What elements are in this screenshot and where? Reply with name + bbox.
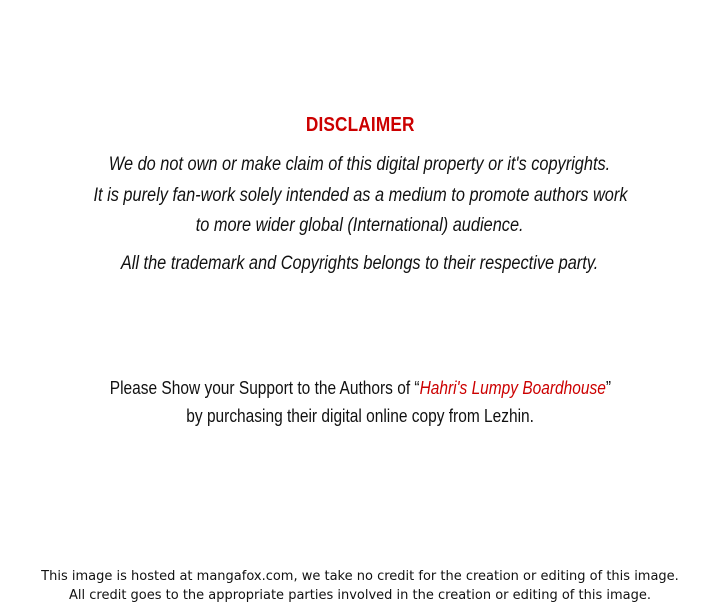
support-line-2 bbox=[0, 404, 720, 428]
disclaimer-heading bbox=[0, 112, 720, 138]
disclaimer-line-3-wrap bbox=[0, 214, 720, 238]
disclaimer-line-2: It is purely fan-work solely intended as a medium to promote authors work bbox=[92, 185, 628, 206]
disclaimer-title: DISCLAIMER bbox=[305, 114, 415, 136]
support-line-1-text bbox=[109, 376, 610, 400]
support-suffix: ” bbox=[605, 378, 611, 398]
disclaimer-line-3: to more wider global (International) audience. bbox=[196, 215, 524, 236]
disclaimer-line-4: All the trademark and Copyrights belongs to their respective party. bbox=[121, 253, 599, 274]
manga-title: Hahri's Lumpy Boardhouse bbox=[419, 378, 606, 398]
footer-line-2: All credit goes to the appropriate parties involved in the creation or editing of this image. bbox=[69, 588, 651, 603]
disclaimer-line-1-wrap bbox=[0, 153, 720, 177]
support-line-2-text: by purchasing their digital online copy from Lezhin. bbox=[186, 406, 534, 426]
support-prefix: Please Show your Support to the Authors of “ bbox=[109, 378, 420, 398]
support-line-1 bbox=[0, 376, 720, 400]
disclaimer-line-4-wrap bbox=[0, 252, 720, 276]
disclaimer-line-1: We do not own or make claim of this digital property or it's copyrights. bbox=[109, 154, 611, 175]
disclaimer-line-2-wrap bbox=[0, 184, 720, 208]
footer-line-1: This image is hosted at mangafox.com, we take no credit for the creation or editing of this image. bbox=[41, 569, 679, 584]
